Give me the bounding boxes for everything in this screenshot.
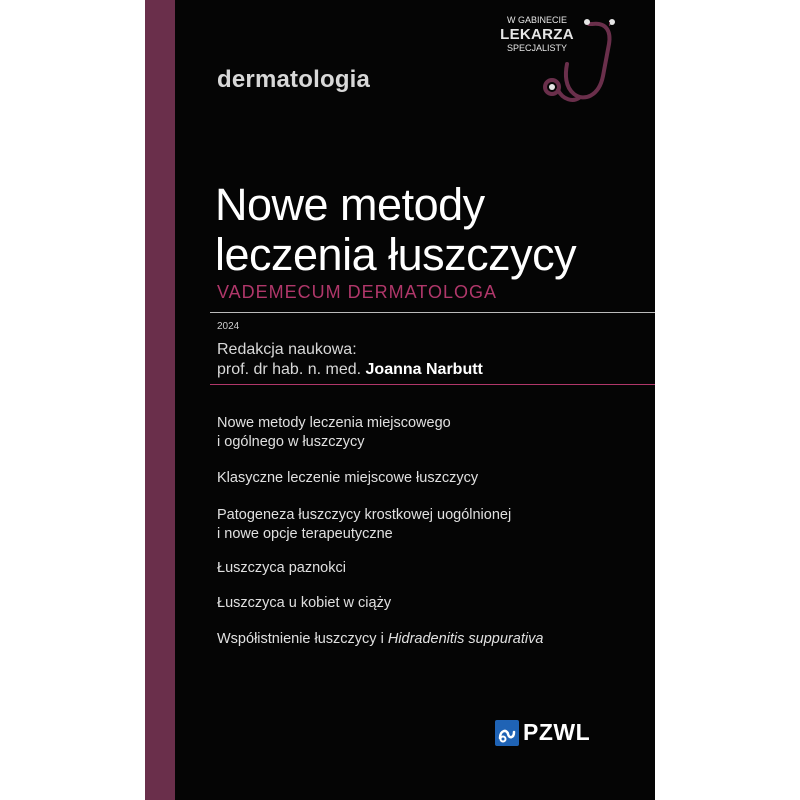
badge-text (489, 14, 585, 53)
contents-item-line: Nowe metody leczenia miejscowego (217, 415, 451, 431)
series-badge (489, 14, 639, 124)
editor-prefix: prof. dr hab. n. med. (217, 361, 362, 378)
contents-item (217, 469, 478, 488)
editor-line (217, 360, 483, 380)
contents-item (217, 506, 511, 544)
book-title (215, 180, 635, 280)
editor-block (217, 340, 483, 380)
cover-spine-band (145, 0, 175, 800)
contents-item-line: Łuszczyca u kobiet w ciąży (217, 595, 392, 611)
contents-item-text: Współistnienie łuszczycy i (217, 631, 388, 647)
editor-label: Redakcja naukowa: (217, 341, 357, 358)
title-line-1: Nowe metody (215, 179, 485, 230)
contents-item-line: Patogeneza łuszczycy krostkowej uogólnionej (217, 507, 512, 523)
publisher-name: PZWL (523, 719, 591, 745)
editor-name: Joanna Narbutt (365, 361, 483, 378)
contents-item-line: Łuszczyca paznokci (217, 560, 346, 576)
contents-item (217, 414, 451, 452)
contents-item-line (217, 631, 543, 647)
title-line-2: leczenia łuszczycy (215, 229, 577, 280)
publication-year: 2024 (217, 321, 240, 332)
badge-line-1: W GABINECIE (506, 15, 567, 25)
badge-line-3: SPECJALISTY (506, 43, 568, 53)
pzwl-logo-icon (495, 720, 519, 746)
divider-accent (210, 384, 655, 385)
contents-item (217, 559, 346, 578)
divider-top (210, 312, 655, 313)
series-label: dermatologia (217, 66, 371, 93)
contents-item-line: i nowe opcje terapeutyczne (217, 526, 393, 542)
book-subtitle: VADEMECUM DERMATOLOGA (217, 282, 498, 302)
contents-item-line: Klasyczne leczenie miejscowe łuszczycy (217, 470, 479, 486)
contents-item (217, 630, 543, 649)
badge-line-2: LEKARZA (500, 26, 574, 43)
contents-item (217, 594, 391, 613)
contents-item-italic: Hidradenitis suppurativa (387, 631, 544, 647)
book-cover (145, 0, 655, 800)
contents-item-line: i ogólnego w łuszczycy (217, 434, 365, 450)
